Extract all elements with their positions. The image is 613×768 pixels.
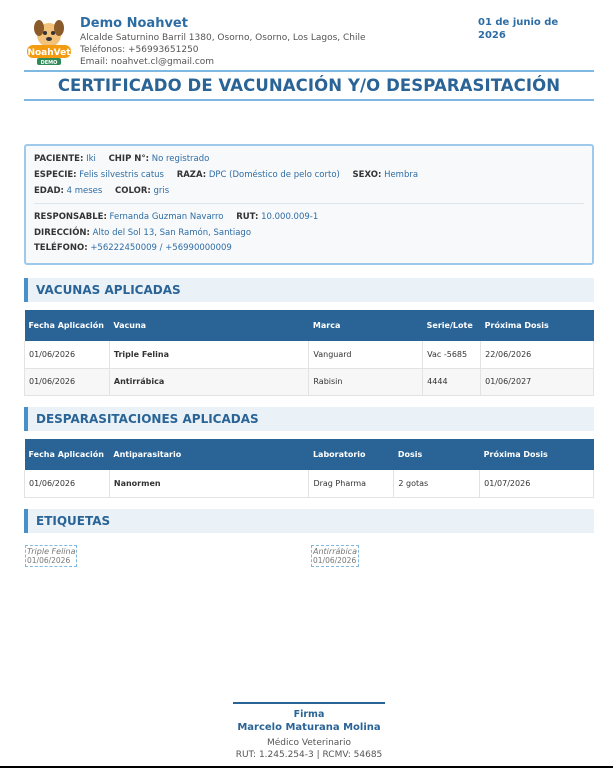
col-application-date: Fecha Aplicación [25, 310, 110, 341]
breed-label: RAZA: [176, 170, 207, 180]
patient-label: PACIENTE: [34, 154, 84, 164]
col-laboratory: Laboratorio [309, 439, 394, 470]
signature-title: Firma [293, 709, 325, 720]
patient-row [34, 154, 209, 164]
cell-next-dose: 01/06/2027 [481, 368, 594, 395]
col-dose: Dosis [394, 439, 480, 470]
info-divider [34, 203, 584, 204]
label-tag [311, 545, 359, 567]
clinic-address: Alcalde Saturnino Barril 1380, Osorno, Osorno, Los Lagos, Chile [80, 33, 366, 43]
col-vaccine: Vacuna [109, 310, 309, 341]
color-label: COLOR: [115, 186, 151, 196]
col-antiparasitic: Antiparasitario [109, 439, 309, 470]
label-tag-name: Triple Felina [27, 547, 76, 556]
species-row [34, 170, 418, 180]
logo-text: NoahVet [27, 48, 71, 58]
chip-label: CHIP N°: [108, 154, 150, 164]
cell-lot: 4444 [423, 368, 481, 395]
age-label: EDAD: [34, 186, 64, 196]
vaccines-table [24, 310, 594, 396]
rut-value: 10.000.009-1 [261, 212, 319, 222]
label-tag-date: 01/06/2026 [27, 556, 71, 565]
cell-date: 01/06/2026 [25, 341, 110, 368]
cell-next-dose: 22/06/2026 [481, 341, 594, 368]
patient-name: Iki [86, 154, 96, 164]
dewormings-heading: DESPARASITACIONES APLICADAS [24, 407, 594, 431]
document-title-bar [24, 70, 594, 101]
address-row [34, 228, 251, 238]
species-value: Felis silvestris catus [79, 170, 164, 180]
cell-vaccine: Antirrábica [109, 368, 309, 395]
clinic-email: Email: noahvet.cl@gmail.com [80, 57, 215, 67]
rut-label: RUT: [236, 212, 259, 222]
patient-info-box [24, 144, 594, 265]
phone-row [34, 243, 232, 253]
col-lot: Serie/Lote [423, 310, 481, 341]
cell-lot: Vac -5685 [423, 341, 481, 368]
clinic-logo-icon [26, 18, 72, 66]
phone-label: TELÉFONO: [34, 243, 88, 253]
signer-name: Marcelo Maturana Molina [237, 722, 381, 733]
signer-role: Médico Veterinario [266, 738, 352, 748]
signer-ids: RUT: 1.245.254-3 | RCMV: 54685 [235, 750, 383, 760]
cell-antiparasitic: Nanormen [109, 470, 309, 497]
cell-dose: 2 gotas [394, 470, 480, 497]
owner-row [34, 212, 318, 222]
sex-label: SEXO: [352, 170, 382, 180]
cell-laboratory: Drag Pharma [309, 470, 394, 497]
phone-value: +56222450009 / +56990000009 [90, 243, 232, 253]
clinic-name: Demo Noahvet [80, 16, 188, 31]
owner-label: RESPONSABLE: [34, 212, 107, 222]
vaccines-header-row [25, 310, 594, 341]
dewormings-header-row [25, 439, 594, 470]
cell-next-dose: 01/07/2026 [480, 470, 594, 497]
color-value: gris [153, 186, 170, 196]
cell-brand: Rabisin [309, 368, 423, 395]
species-label: ESPECIE: [34, 170, 77, 180]
age-row [34, 186, 169, 196]
labels-heading: ETIQUETAS [24, 509, 594, 533]
col-application-date: Fecha Aplicación [25, 439, 110, 470]
label-tag-name: Antirrábica [313, 547, 357, 556]
address-value: Alto del Sol 13, San Ramón, Santiago [92, 228, 252, 238]
cell-vaccine: Triple Felina [109, 341, 309, 368]
table-row [25, 341, 594, 368]
col-next-dose: Próxima Dosis [480, 439, 594, 470]
breed-value: DPC (Doméstico de pelo corto) [208, 170, 340, 180]
document-date: 01 de junio de 2026 [478, 17, 559, 41]
vaccines-heading: VACUNAS APLICADAS [24, 278, 594, 302]
signature-line [233, 702, 385, 704]
cell-date: 01/06/2026 [25, 368, 110, 395]
logo-subtext: DEMO [40, 60, 58, 66]
sex-value: Hembra [384, 170, 419, 180]
col-brand: Marca [309, 310, 423, 341]
age-value: 4 meses [66, 186, 103, 196]
document-title: CERTIFICADO DE VACUNACIÓN Y/O DESPARASITACIÓN [57, 76, 561, 95]
clinic-header [24, 12, 594, 70]
address-label: DIRECCIÓN: [34, 228, 90, 238]
dewormings-table [24, 439, 594, 498]
label-tag-date: 01/06/2026 [313, 556, 357, 565]
cell-brand: Vanguard [309, 341, 423, 368]
label-tag [25, 545, 77, 567]
table-row [25, 470, 594, 497]
table-row [25, 368, 594, 395]
owner-value: Fernanda Guzman Navarro [109, 212, 224, 222]
cell-date: 01/06/2026 [25, 470, 110, 497]
clinic-phone: Teléfonos: +56993651250 [80, 45, 199, 55]
col-next-dose: Próxima Dosis [481, 310, 594, 341]
chip-value: No registrado [151, 154, 210, 164]
